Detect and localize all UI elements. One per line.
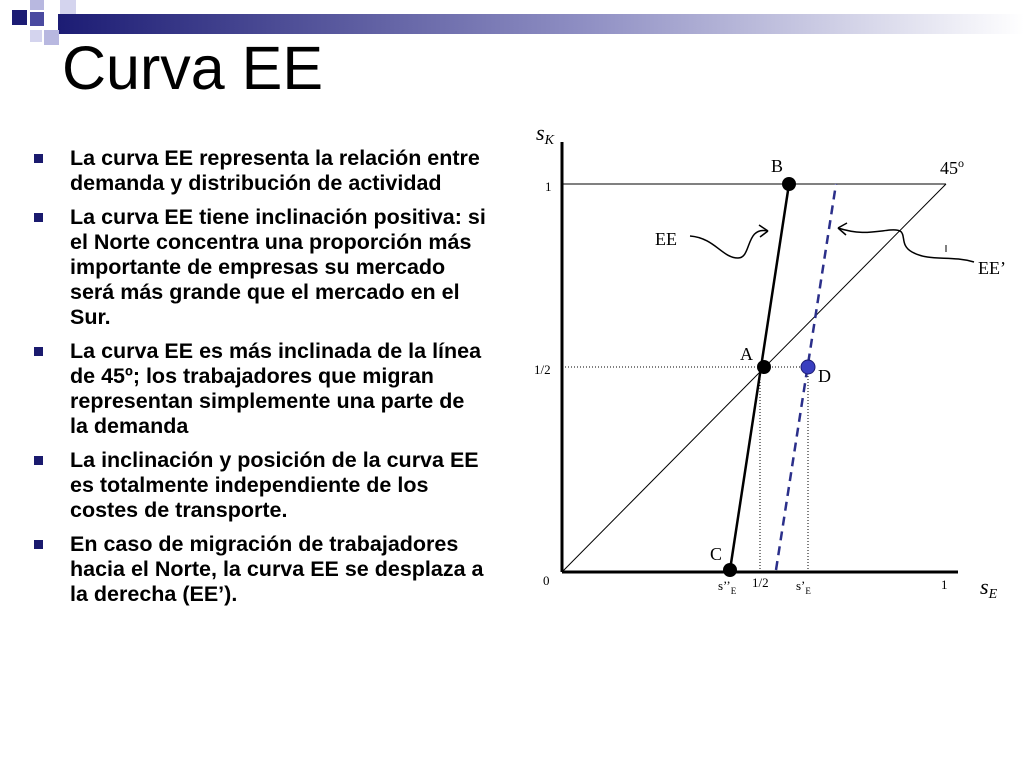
bullet-text: La inclinación y posición de la curva EE es totalmente independiente de los costes de transporte. [70,448,479,522]
ee-prime-label: EE’ [978,258,1006,278]
tick-y-half: 1/2 [534,362,551,377]
diagonal-45-line [562,184,946,572]
bullet-item [34,448,486,523]
bullet-square-icon [34,456,43,465]
bullet-item [34,532,486,607]
bullet-square-icon [34,540,43,549]
header-gradient-bar [58,14,1024,34]
header-square [30,30,42,42]
point-a-marker [757,360,771,374]
tick-x-half: 1/2 [752,575,769,590]
bullet-square-icon [34,347,43,356]
bullet-square-icon [34,154,43,163]
bullet-text: En caso de migración de trabajadores hacia el Norte, la curva EE se desplaza a la derecha (EE’). [70,532,484,606]
y-axis-label-main: s [536,120,545,145]
slide-title: Curva EE [62,34,324,102]
header-square [12,10,27,25]
header-square [30,12,44,26]
point-a-label: A [740,344,753,364]
ee-label: EE [655,229,677,249]
tick-s-double-prime-main: s’’ [718,578,731,593]
y-axis-label [536,120,555,148]
point-b-marker [782,177,796,191]
angle-45-label [940,156,964,178]
angle-45-main: 45 [940,158,958,178]
x-axis-label-sub: E [988,587,998,602]
tick-x-one: 1 [941,577,948,592]
bullet-list [34,146,486,616]
ee-curve [730,184,789,570]
tick-y-one: 1 [545,179,552,194]
tick-s-double-prime-label [718,578,737,596]
ee-pointer-arrow [690,230,768,258]
tick-origin: 0 [543,573,550,588]
bullet-text: La curva EE es más inclinada de la línea de 45º; los trabajadores que migran representan simplemente una parte de la demanda [70,339,482,438]
tick-s-prime-main: s’ [796,578,806,593]
header-square [30,0,44,10]
bullet-item [34,146,486,196]
header-square [60,0,76,14]
bullet-square-icon [34,213,43,222]
tick-s-prime-label [796,578,811,596]
bullet-item [34,339,486,439]
x-axis-label-main: s [980,574,989,599]
x-axis-label [980,574,998,602]
angle-45-degree: o [958,156,964,170]
y-axis-label-sub: K [544,133,554,148]
point-c-marker [723,563,737,577]
point-d-marker [801,360,815,374]
point-b-label: B [771,156,784,176]
bullet-item [34,205,486,330]
bullet-text: La curva EE representa la relación entre demanda y distribución de actividad [70,146,480,195]
tick-s-prime-sub: E [805,586,811,596]
ee-prime-pointer-arrow [838,228,974,262]
tick-s-double-prime-sub: E [730,586,737,596]
point-c-label: C [710,544,723,564]
ee-curve-diagram [510,110,1010,610]
point-d-label: D [818,366,831,386]
bullet-text: La curva EE tiene inclinación positiva: si el Norte concentra una proporción más importante de empresas su mercado será más grande que el mercado en el Sur. [70,205,486,329]
header-square [44,30,59,45]
